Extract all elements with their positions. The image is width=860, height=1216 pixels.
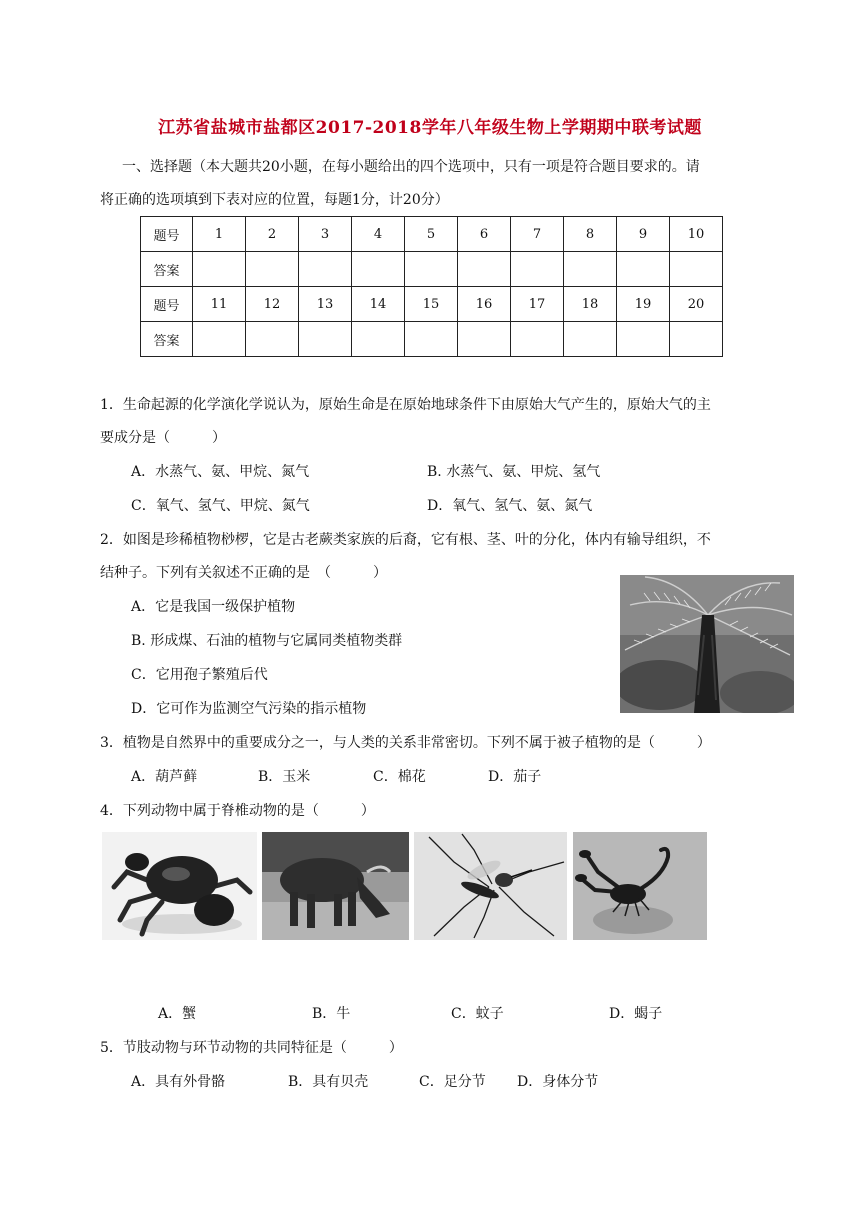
answer-cell[interactable] [564, 322, 617, 357]
q3-option-d[interactable]: D．茄子 [488, 769, 542, 785]
question-number-cell: 18 [564, 287, 617, 322]
question-number-cell: 3 [299, 217, 352, 252]
section-intro-line2: 将正确的选项填到下表对应的位置，每题1分，计20分） [100, 192, 449, 208]
q2-option-d[interactable]: D．它可作为监测空气污染的指示植物 [131, 701, 367, 717]
answer-cell[interactable] [511, 252, 564, 287]
question-number-cell: 11 [193, 287, 246, 322]
q5-option-c[interactable]: C．足分节 [419, 1074, 486, 1090]
q4-option-b[interactable]: B．牛 [312, 1006, 351, 1022]
q5-option-d[interactable]: D．身体分节 [517, 1074, 599, 1090]
answer-cell[interactable] [352, 252, 405, 287]
q1-option-b[interactable]: B. 水蒸气、氨、甲烷、氢气 [427, 464, 601, 480]
answer-label-cell: 答案 [141, 252, 193, 287]
question-number-cell: 6 [458, 217, 511, 252]
q2-stem-line2: 结种子。下列有关叙述不正确的是 （ ） [100, 565, 387, 581]
answer-cell[interactable] [617, 252, 670, 287]
q2-stem-line1: 2．如图是珍稀植物桫椤，它是古老蕨类家族的后裔，它有根、茎、叶的分化，体内有输导组织，不 [100, 532, 711, 548]
table-row [141, 287, 723, 322]
question-number-cell: 13 [299, 287, 352, 322]
q5-option-b[interactable]: B．具有贝壳 [288, 1074, 369, 1090]
answer-cell[interactable] [458, 252, 511, 287]
answer-cell[interactable] [405, 322, 458, 357]
buffalo-photo [262, 832, 409, 940]
section-intro-line1: 一、选择题（本大题共20小题，在每小题给出的四个选项中，只有一项是符合题目要求的。请 [122, 159, 700, 175]
mosquito-photo [414, 832, 567, 940]
answer-label-cell: 答案 [141, 322, 193, 357]
question-number-cell: 1 [193, 217, 246, 252]
q2-option-c[interactable]: C．它用孢子繁殖后代 [131, 667, 268, 683]
question-number-cell: 17 [511, 287, 564, 322]
header-label-cell: 题号 [141, 287, 193, 322]
table-row [141, 322, 723, 357]
answer-cell[interactable] [246, 322, 299, 357]
table-row [141, 252, 723, 287]
answer-cell[interactable] [246, 252, 299, 287]
answer-cell[interactable] [617, 322, 670, 357]
crab-photo [102, 832, 257, 940]
tree-fern-photo [620, 575, 794, 713]
question-number-cell: 15 [405, 287, 458, 322]
page-title: 江苏省盐城市盐都区2017-2018学年八年级生物上学期期中联考试题 [158, 118, 702, 138]
q1-stem-line1: 1．生命起源的化学演化学说认为，原始生命是在原始地球条件下由原始大气产生的，原始大气的主 [100, 397, 711, 413]
question-number-cell: 5 [405, 217, 458, 252]
question-number-cell: 9 [617, 217, 670, 252]
q2-option-a[interactable]: A．它是我国一级保护植物 [131, 599, 296, 615]
answer-cell[interactable] [511, 322, 564, 357]
header-label-cell: 题号 [141, 217, 193, 252]
q1-option-c[interactable]: C．氧气、氢气、甲烷、氮气 [131, 498, 310, 514]
question-number-cell: 4 [352, 217, 405, 252]
question-number-cell: 7 [511, 217, 564, 252]
question-number-cell: 20 [670, 287, 723, 322]
answer-cell[interactable] [670, 252, 723, 287]
table-row [141, 217, 723, 252]
question-number-cell: 8 [564, 217, 617, 252]
answer-cell[interactable] [458, 322, 511, 357]
answer-table [140, 216, 723, 357]
question-number-cell: 14 [352, 287, 405, 322]
answer-cell[interactable] [299, 322, 352, 357]
scorpion-photo [573, 832, 707, 940]
answer-cell[interactable] [670, 322, 723, 357]
q4-option-c[interactable]: C．蚊子 [451, 1006, 504, 1022]
q3-option-b[interactable]: B．玉米 [258, 769, 311, 785]
q3-option-c[interactable]: C．棉花 [373, 769, 426, 785]
answer-cell[interactable] [299, 252, 352, 287]
q3-stem: 3．植物是自然界中的重要成分之一，与人类的关系非常密切。下列不属于被子植物的是（ ） [100, 735, 711, 751]
q1-option-d[interactable]: D．氧气、氢气、氨、氮气 [427, 498, 593, 514]
q2-option-b[interactable]: B. 形成煤、石油的植物与它属同类植物类群 [131, 633, 403, 649]
q3-option-a[interactable]: A．葫芦藓 [131, 769, 198, 785]
q5-stem: 5．节肢动物与环节动物的共同特征是（ ） [100, 1040, 403, 1056]
q4-stem: 4．下列动物中属于脊椎动物的是（ ） [100, 803, 375, 819]
q4-option-d[interactable]: D．蝎子 [609, 1006, 663, 1022]
q4-option-a[interactable]: A．蟹 [158, 1006, 197, 1022]
q5-option-a[interactable]: A．具有外骨骼 [131, 1074, 226, 1090]
q1-option-a[interactable]: A．水蒸气、氨、甲烷、氮气 [131, 464, 310, 480]
answer-cell[interactable] [193, 322, 246, 357]
answer-cell[interactable] [352, 322, 405, 357]
question-number-cell: 19 [617, 287, 670, 322]
question-number-cell: 16 [458, 287, 511, 322]
question-number-cell: 10 [670, 217, 723, 252]
q1-stem-line2: 要成分是（ ） [100, 430, 226, 446]
answer-cell[interactable] [564, 252, 617, 287]
question-number-cell: 12 [246, 287, 299, 322]
answer-cell[interactable] [405, 252, 458, 287]
answer-cell[interactable] [193, 252, 246, 287]
question-number-cell: 2 [246, 217, 299, 252]
